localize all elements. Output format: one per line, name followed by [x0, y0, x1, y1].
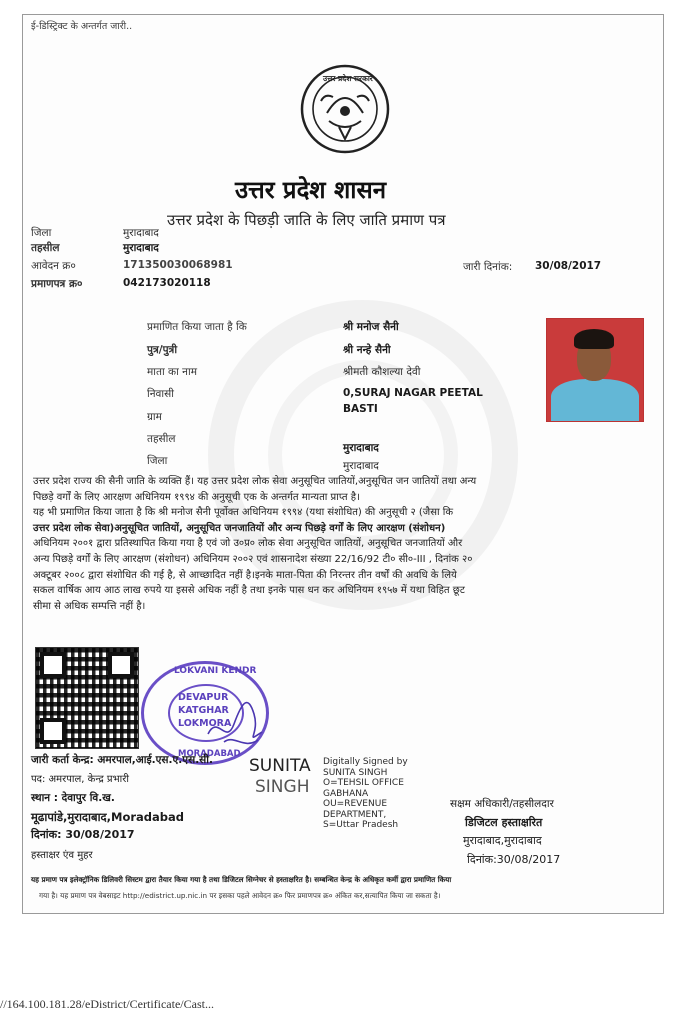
- lokvani-stamp: [141, 661, 269, 765]
- certificate-body: [33, 474, 637, 614]
- application-label: आवेदन क्र०: [31, 260, 76, 272]
- digital-sign-name1: SUNITA: [249, 756, 311, 776]
- page-subtitle: उत्तर प्रदेश के पिछड़ी जाति के लिए जाति प्रमाण पत्र: [167, 211, 446, 229]
- tehsil-label: तहसील: [31, 242, 60, 254]
- footer-line: यह प्रमाण पत्र इलेक्ट्रॉनिक डिलिवरी सिस्टम द्वारा तैयार किया गया है तथा डिजिटल सिग्नेचर से हस्ताक्षरित है। सम्बन्धित केन्द्र के अधिकृत कर्मी द्वारा प्रमाणित किया: [31, 875, 452, 884]
- digital-sign-line: Digitally Signed by: [323, 757, 408, 767]
- district-label: जिला: [31, 227, 52, 239]
- detail-value: मुरादाबाद: [343, 442, 379, 454]
- body-line: उत्तर प्रदेश लोक सेवा)अनुसूचित जातियों, अनुसूचित जनजातियों और अन्य पिछड़े वर्गों के लिए आरक्षण (संशोधन): [33, 522, 446, 534]
- digital-sign-line: O=TEHSIL OFFICE: [323, 778, 404, 788]
- detail-label: माता का नाम: [147, 366, 197, 378]
- certificate-label: प्रमाणपत्र क्र०: [31, 278, 83, 290]
- detail-value: मुरादाबाद: [343, 460, 379, 472]
- photo-shirt: [551, 379, 639, 422]
- detail-value: BASTI: [343, 403, 378, 415]
- digital-sign-name2: SINGH: [255, 777, 310, 797]
- url-fragment: //164.100.181.28/eDistrict/Certificate/Cast...: [0, 997, 214, 1011]
- stamp-line: KATGHAR: [178, 705, 229, 716]
- detail-label: जिला: [147, 455, 168, 467]
- detail-value: 0,SURAJ NAGAR PEETAL: [343, 387, 483, 399]
- digital-sign-details: [323, 757, 408, 831]
- detail-label: तहसील: [147, 433, 176, 445]
- issue-date-label: जारी दिनांक:: [463, 261, 513, 273]
- emblem-label: उत्तर प्रदेश सरकार: [323, 74, 373, 83]
- issuer-place: स्थान : देवापुर वि.ख.: [31, 792, 115, 804]
- digital-sign-line: OU=REVENUE: [323, 799, 388, 809]
- issue-date-value: 30/08/2017: [535, 260, 602, 272]
- detail-label: पुत्र/पुत्री: [147, 344, 178, 356]
- up-emblem: [299, 63, 391, 155]
- authority-date: दिनांक:30/08/2017: [467, 853, 561, 866]
- body-line: सकल वार्षिक आय आठ लाख रुपये या इससे अधिक नहीं है तथा इनके पास धन कर अधिनियम १९५७ में यथा विहित छूट: [33, 585, 465, 597]
- qr-finder: [40, 718, 66, 744]
- issuer-center: जारी कर्ता केन्द्र: अमरपाल,आई.एस.ए.एस.सी.: [31, 754, 213, 766]
- footer-line: गया है। यह प्रमाण पत्र वेबसाइट http://edistrict.up.nic.in पर इसका पहले आवेदन क्र० फिर प्रमाणपत्र क्र० अंकित कर,सत्यापित किया जा सकता है।: [39, 891, 441, 900]
- application-value: 171350030068981: [123, 259, 233, 271]
- certificate-value: 042173020118: [123, 277, 211, 289]
- digital-sign-line: DEPARTMENT,: [323, 809, 387, 820]
- district-value: मुरादाबाद: [123, 227, 159, 239]
- stamp-line: DEVAPUR: [178, 692, 229, 703]
- issuer-sign-label: हस्ताक्षर एंव मुहर: [31, 850, 93, 861]
- detail-label: ग्राम: [147, 411, 162, 423]
- body-line: अक्टूबर २००८ द्वारा संशोधित की गई है, से आच्छादित नहीं है।इनके माता-पिता की निरन्तर तीन वर्षों की अवधि के लिये: [33, 569, 457, 581]
- qr-code: [35, 647, 139, 749]
- page-title: उत्तर प्रदेश शासन: [235, 176, 387, 204]
- digital-sign-line: SUNITA SINGH: [323, 767, 388, 778]
- stamp-line: LOKMORA: [178, 718, 232, 729]
- authority-place: मुरादाबाद,मुरादाबाद: [463, 834, 542, 847]
- top-note: ई-डिस्ट्रिक्ट के अन्तर्गत जारी..: [31, 21, 133, 32]
- issuer-address: मूढापांडे,मुरादाबाद,Moradabad: [31, 810, 185, 824]
- body-line: उत्तर प्रदेश राज्य की सैनी जाति के व्यक्ति हैं। यह उत्तर प्रदेश लोक सेवा अनुसूचित जातियों,अनुसूचित जन जातियों तथा अन्य: [33, 476, 477, 487]
- certificate-sheet: [22, 14, 664, 914]
- digital-sign-line: GABHANA: [323, 788, 369, 799]
- detail-value: श्रीमती कौशल्या देवी: [343, 366, 421, 378]
- detail-label: निवासी: [147, 388, 174, 400]
- body-line: अधिनियम २००१ द्वारा प्रतिस्थापित किया गया है एवं जो उ०प्र० लोक सेवा अनुसूचित जातियों, अनुसूचित जनजातियों और: [33, 538, 463, 550]
- photo-hair: [574, 329, 614, 349]
- qr-finder: [40, 652, 66, 678]
- applicant-photo: [546, 318, 644, 422]
- handwritten-signature: [204, 684, 266, 754]
- body-line: यह भी प्रमाणित किया जाता है कि श्री मनोज सैनी पूर्वोक्त अधिनियम १९९४ (यथा संशोधित) की अनुसूची २ (जैसा कि: [33, 507, 454, 519]
- authority-sign: डिजिटल हस्ताक्षरित: [465, 816, 543, 829]
- issuer-date: दिनांक: 30/08/2017: [31, 828, 135, 841]
- issuer-post: पद: अमरपाल, केन्द्र प्रभारी: [31, 774, 129, 785]
- stamp-outer-top: LOKVANI KENDR: [174, 666, 257, 676]
- stamp-outer-bottom: MORADABAD: [178, 749, 241, 759]
- detail-label: प्रमाणित किया जाता है कि: [147, 321, 247, 333]
- digital-sign-line: S=Uttar Pradesh: [323, 820, 399, 830]
- body-line: पिछड़े वर्गों के लिए आरक्षण अधिनियम १९९४ की अनुसूची एक के अन्तर्गत मान्यता प्राप्त है।: [33, 491, 360, 503]
- body-line: अन्य पिछड़े वर्गों के लिए आरक्षण (संशोधन) अधिनियम २००२ एवं शासनादेश संख्या 22/16/92 टी० सी०-III , दिनांक २०: [33, 553, 473, 565]
- detail-value: श्री मनोज सैनी: [343, 321, 399, 333]
- body-line: सीमा से अधिक सम्पत्ति नहीं है।: [33, 600, 146, 612]
- tehsil-value: मुरादाबाद: [123, 242, 159, 254]
- qr-finder: [108, 652, 134, 678]
- authority-title: सक्षम अधिकारी/तहसीलदार: [450, 798, 554, 810]
- detail-value: श्री नन्हे सैनी: [343, 344, 391, 356]
